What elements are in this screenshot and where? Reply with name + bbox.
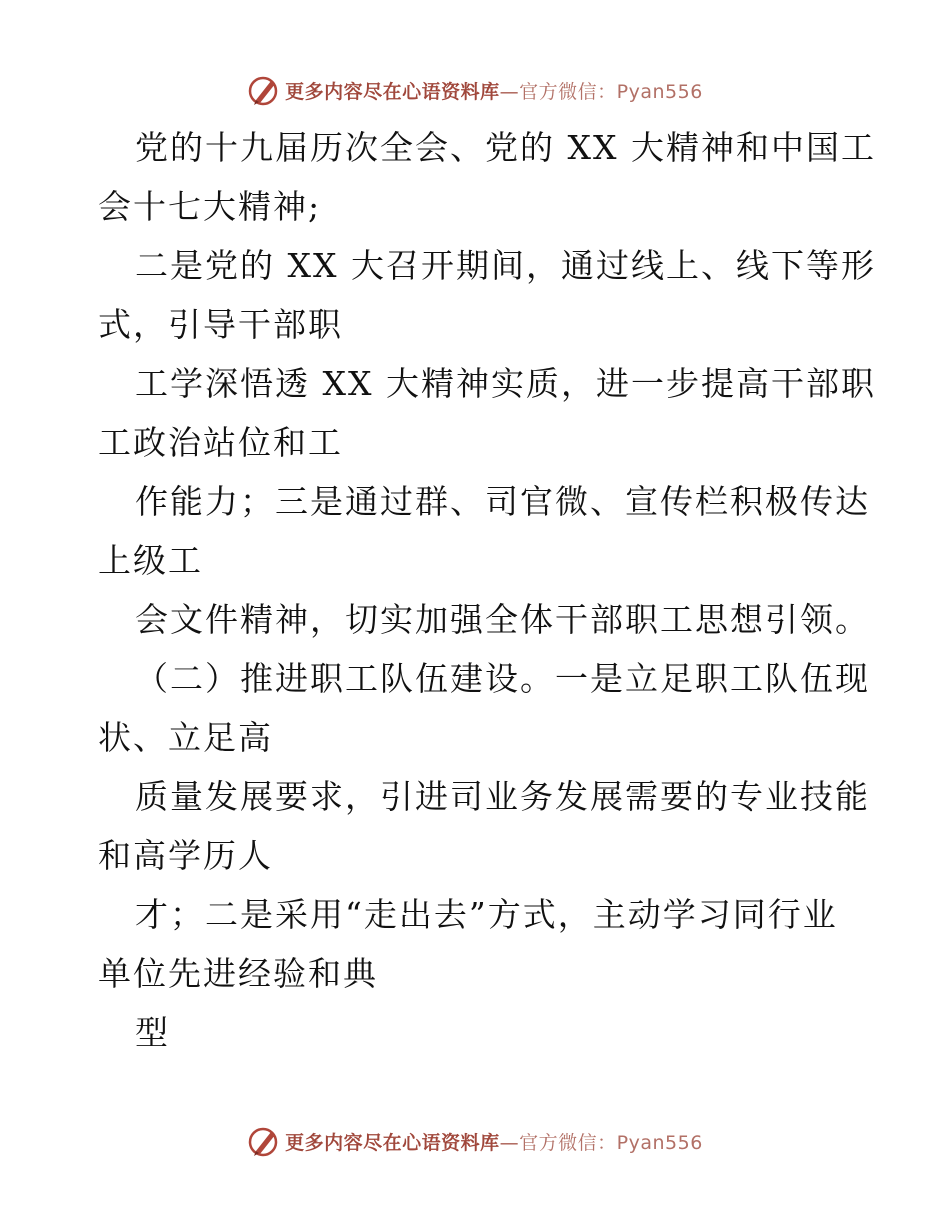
footer-banner [0,1121,950,1161]
pen-logo-icon [247,73,281,107]
text-line: 会文件精神，切实加强全体干部职工思想引领。 [135,600,870,639]
footer-brand: 更多内容尽在心语资料库 [285,1131,500,1154]
text-line: 会十七大精神; [98,187,322,226]
text-line: 上级工 [98,541,203,580]
text-line: 状、立足高 [98,718,273,757]
text-line: 作能力；三是通过群、司官微、宣传栏积极传达 [135,482,870,521]
header-wechat: 官方微信：Pyan556 [519,80,703,103]
text-line: 质量发展要求，引进司业务发展需要的专业技能 [135,777,870,816]
text-line: 型 [135,1013,170,1052]
text-line: 二是党的 XX 大召开期间，通过线上、线下等形 [135,246,876,285]
text-line: （二）推进职工队伍建设。一是立足职工队伍现 [135,659,870,698]
footer-wechat: 官方微信：Pyan556 [519,1131,703,1154]
text-line: 单位先进经验和典 [98,954,378,993]
text-line: 工政治站位和工 [98,423,343,462]
header-banner [0,70,950,110]
header-brand: 更多内容尽在心语资料库 [285,80,500,103]
text-line: 和高学历人 [98,836,273,875]
header-text [285,77,703,104]
header-separator: — [499,80,520,103]
document-body [98,118,876,1062]
footer-separator: — [499,1131,520,1154]
footer-text [285,1128,703,1155]
text-line: 党的十九届历次全会、党的 XX 大精神和中国工 [135,128,876,167]
text-line: 式，引导干部职 [98,305,343,344]
pen-logo-icon [247,1124,281,1158]
text-line: 工学深悟透 XX 大精神实质，进一步提高干部职 [135,364,876,403]
text-line: 才；二是采用“走出去”方式，主动学习同行业 [135,895,838,934]
